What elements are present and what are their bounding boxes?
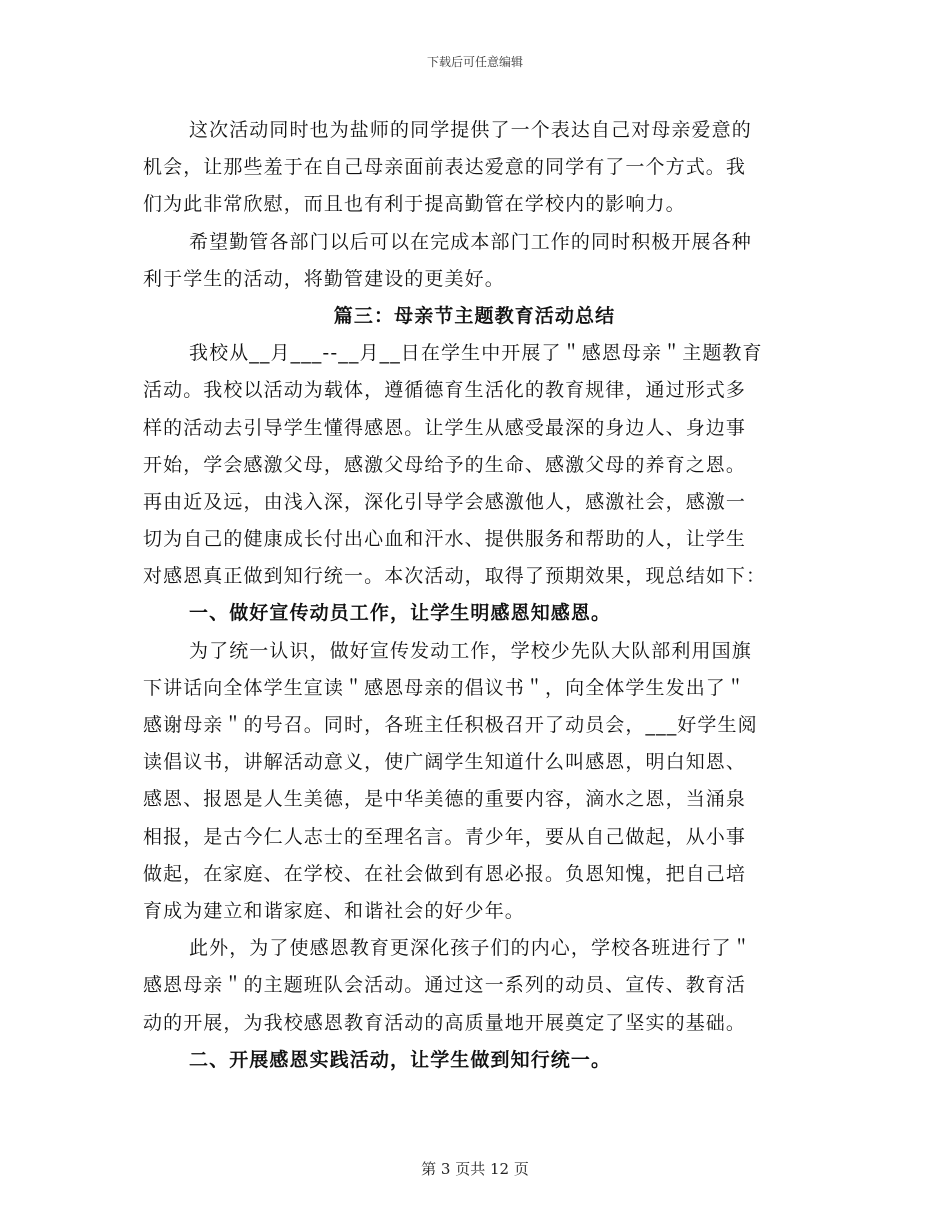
subsection-heading: 一、做好宣传动员工作，让学生明感恩知感恩。 bbox=[189, 602, 612, 625]
paragraph-line: 为了统一认识，做好宣传发动工作，学校少先队大队部利用国旗 bbox=[189, 639, 752, 662]
page-footer: 第 3 页共 12 页 bbox=[421, 1160, 529, 1178]
paragraph-line: 们为此非常欣慰，而且也有利于提高勤管在学校内的影响力。 bbox=[143, 193, 686, 216]
paragraph-line: 活动。我校以活动为载体，遵循德育生活化的教育规律，通过形式多 bbox=[143, 379, 747, 402]
paragraph-line: 相报，是古今仁人志士的至理名言。青少年，要从自己做起，从小事 bbox=[143, 825, 747, 848]
section-title: 篇三：母亲节主题教育活动总结 bbox=[333, 304, 616, 327]
paragraph-line: 样的活动去引导学生懂得感恩。让学生从感受最深的身边人、身边事 bbox=[143, 416, 747, 439]
paragraph-line: 再由近及远，由浅入深，深化引导学会感激他人，感激社会，感激一 bbox=[143, 490, 747, 513]
document-body bbox=[143, 112, 806, 1079]
paragraph-line: 下讲话向全体学生宣读＂感恩母亲的倡议书＂，向全体学生发出了＂ bbox=[143, 676, 747, 699]
paragraph-line: 动的开展，为我校感恩教育活动的高质量地开展奠定了坚实的基础。 bbox=[143, 1011, 747, 1034]
paragraph-line: 对感恩真正做到知行统一。本次活动，取得了预期效果，现总结如下： bbox=[143, 565, 767, 588]
paragraph-line: 读倡议书，讲解活动意义，使广阔学生知道什么叫感恩，明白知恩、 bbox=[143, 751, 747, 774]
paragraph-line: 机会，让那些羞于在自己母亲面前表达爱意的同学有了一个方式。我 bbox=[143, 156, 747, 179]
subsection-heading: 二、开展感恩实践活动，让学生做到知行统一。 bbox=[189, 1048, 612, 1071]
paragraph-line: 感谢母亲＂的号召。同时，各班主任积极召开了动员会，___好学生阅 bbox=[143, 714, 758, 736]
paragraph-line: 希望勤管各部门以后可以在完成本部门工作的同时积极开展各种 bbox=[189, 230, 752, 253]
paragraph-line: 我校从__月___--__月__日在学生中开展了＂感恩母亲＂主题教育 bbox=[189, 342, 763, 365]
page-header: 下载后可任意编辑 bbox=[426, 55, 523, 69]
paragraph-line: 利于学生的活动，将勤管建设的更美好。 bbox=[143, 267, 505, 290]
paragraph-line: 育成为建立和谐家庭、和谐社会的好少年。 bbox=[143, 899, 525, 922]
paragraph-line: 切为自己的健康成长付出心血和汗水、提供服务和帮助的人，让学生 bbox=[143, 528, 747, 551]
paragraph-line: 做起，在家庭、在学校、在社会做到有恩必报。负恩知愧，把自己培 bbox=[143, 862, 747, 885]
paragraph-line: 开始，学会感激父母，感激父母给予的生命、感激父母的养育之恩。 bbox=[143, 453, 747, 476]
paragraph-line: 这次活动同时也为盐师的同学提供了一个表达自己对母亲爱意的 bbox=[189, 119, 752, 141]
paragraph-line: 此外，为了使感恩教育更深化孩子们的内心，学校各班进行了＂ bbox=[189, 937, 752, 960]
paragraph-line: 感恩母亲＂的主题班队会活动。通过这一系列的动员、宣传、教育活 bbox=[143, 974, 747, 997]
paragraph-line: 感恩、报恩是人生美德，是中华美德的重要内容，滴水之恩，当涌泉 bbox=[143, 788, 747, 811]
